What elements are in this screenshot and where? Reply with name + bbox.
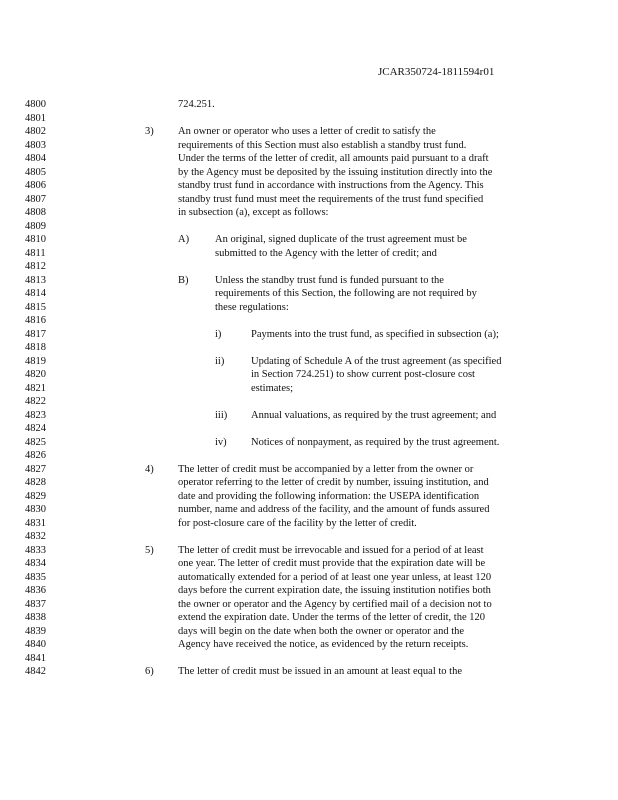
line-number: 4809 [25,220,46,232]
paragraph-line: Under the terms of the letter of credit, all amounts paid pursuant to a draft [178,153,489,164]
line-number: 4832 [25,531,46,542]
paragraph-line: for post-closure care of the facility by the letter of credit. [178,517,417,529]
list-marker: B) [178,274,189,286]
line-number: 4829 [25,490,46,502]
paragraph-line: An owner or operator who uses a letter of credit to satisfy the [178,126,436,137]
paragraph-line: requirements of this Section must also establish a standby trust fund. [178,139,467,151]
paragraph-line: standby trust fund must meet the requirements of the trust fund specified [178,193,484,205]
line-number: 4816 [25,315,46,326]
line-number: 4820 [25,369,46,380]
list-marker: 5) [145,544,154,556]
paragraph-line: requirements of this Section, the following are not required by [215,288,477,299]
paragraph-line: date and providing the following information: the USEPA identification [178,490,480,502]
paragraph-line: estimates; [251,382,293,394]
paragraph-line: operator referring to the letter of credit by number, issuing institution, and [178,477,489,488]
line-number: 4841 [25,652,46,664]
line-number: 4819 [25,355,46,367]
paragraph-line: submitted to the Agency with the letter of credit; and [215,247,437,259]
paragraph-line: Agency have received the notice, as evidenced by the return receipts. [178,639,469,650]
line-number: 4808 [25,207,46,218]
paragraph-line: extend the expiration date. Under the terms of the letter of credit, the 120 [178,612,486,623]
line-number: 4821 [25,382,46,394]
paragraph-line: Unless the standby trust fund is funded pursuant to the [215,274,444,286]
line-number: 4825 [25,436,46,448]
paragraph-line: days will begin on the date when both the owner or operator and the [178,625,465,637]
list-marker: A) [178,234,190,245]
paragraph-line: An original, signed duplicate of the trust agreement must be [215,234,467,245]
line-number: 4801 [25,112,46,124]
paragraph-line: The letter of credit must be accompanied by a letter from the owner or [178,463,474,475]
paragraph-line: the owner or operator and the Agency by certified mail of a decision not to [178,598,492,610]
line-number: 4815 [25,301,46,313]
line-number: 4803 [25,139,46,151]
list-marker: 4) [145,463,154,475]
line-number: 4802 [25,126,46,137]
paragraph-line: automatically extended for a period of at least one year unless, at least 120 [178,571,492,583]
line-number: 4822 [25,396,46,407]
line-number: 4800 [25,99,46,110]
line-number: 4834 [25,558,46,569]
line-number: 4811 [25,247,46,259]
line-number: 4805 [25,166,46,178]
line-number: 4830 [25,504,46,515]
list-marker: i) [215,328,222,340]
list-marker: iii) [215,409,228,421]
line-number: 4826 [25,450,46,461]
list-marker: ii) [215,355,225,367]
paragraph-line: Payments into the trust fund, as specified in subsection (a); [251,328,499,340]
line-number: 4817 [25,328,46,340]
paragraph-line: Annual valuations, as required by the trust agreement; and [251,409,497,421]
document-header: JCAR350724-1811594r01 [378,66,495,78]
line-number: 4835 [25,571,46,583]
line-number: 4823 [25,409,46,421]
line-number: 4833 [25,544,46,556]
line-number: 4824 [25,423,46,434]
list-marker: iv) [215,436,227,448]
paragraph-line: Updating of Schedule A of the trust agreement (as specified [251,355,502,367]
line-number: 4818 [25,342,46,353]
list-marker: 3) [145,126,154,137]
paragraph-line: Notices of nonpayment, as required by the trust agreement. [251,436,500,448]
line-number: 4838 [25,612,46,623]
line-number: 4842 [25,666,46,677]
paragraph-line: The letter of credit must be irrevocable and issued for a period of at least [178,544,484,556]
line-number: 4812 [25,261,46,272]
line-number: 4828 [25,477,46,488]
paragraph-line: in subsection (a), except as follows: [178,207,329,218]
paragraph-line: by the Agency must be deposited by the issuing institution directly into the [178,166,493,178]
paragraph-line: 724.251. [178,99,215,110]
line-number: 4804 [25,153,46,164]
line-number: 4810 [25,234,46,245]
line-number: 4814 [25,288,46,299]
paragraph-line: number, name and address of the facility, and the amount of funds assured [178,504,490,515]
paragraph-line: standby trust fund in accordance with instructions from the Agency. This [178,180,484,191]
line-number: 4807 [25,193,46,205]
paragraph-line: The letter of credit must be issued in an amount at least equal to the [178,666,462,677]
paragraph-line: these regulations: [215,301,289,313]
list-marker: 6) [145,666,154,677]
line-number: 4837 [25,598,46,610]
line-number: 4806 [25,180,46,191]
paragraph-line: days before the current expiration date, the issuing institution notifies both [178,585,491,596]
line-number: 4813 [25,274,46,286]
paragraph-line: one year. The letter of credit must provide that the expiration date will be [178,558,486,569]
line-number: 4840 [25,639,46,650]
line-number: 4836 [25,585,46,596]
line-number: 4827 [25,463,46,475]
line-number: 4839 [25,625,46,637]
paragraph-line: in Section 724.251) to show current post-closure cost [251,369,475,380]
line-number: 4831 [25,517,46,529]
